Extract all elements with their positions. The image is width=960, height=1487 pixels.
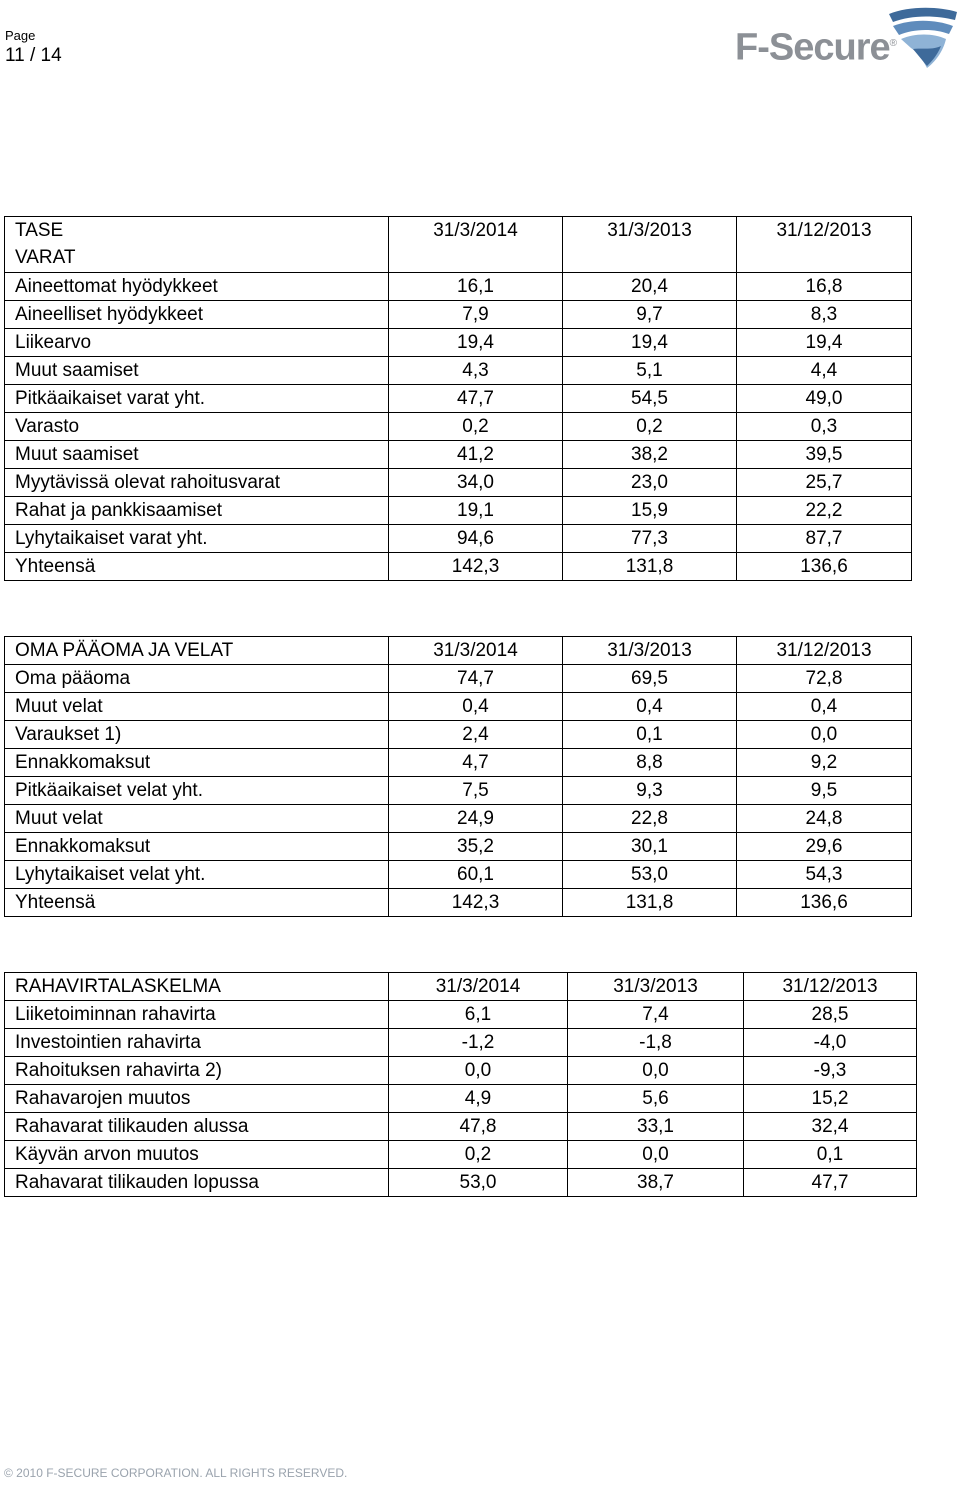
balance-sheet-assets-table: [4, 216, 912, 581]
row-label: Yhteensä: [5, 889, 389, 917]
row-label: Muut velat: [5, 693, 389, 721]
table-row: [5, 1169, 917, 1197]
table-row: [5, 1029, 917, 1057]
row-label: Muut velat: [5, 805, 389, 833]
value-cell: 22,8: [563, 805, 737, 833]
value-cell: 131,8: [563, 889, 737, 917]
table-row: [5, 1141, 917, 1169]
table-title-cell: RAHAVIRTALASKELMA: [5, 973, 389, 1001]
value-cell: 16,8: [737, 273, 912, 301]
value-cell: 19,4: [737, 329, 912, 357]
table-row: [5, 301, 912, 329]
table-row: [5, 385, 912, 413]
row-label: Rahavarat tilikauden lopussa: [5, 1169, 389, 1197]
table-row: [5, 721, 912, 749]
value-cell: 28,5: [744, 1001, 917, 1029]
table-row: [5, 777, 912, 805]
value-cell: 33,1: [568, 1113, 744, 1141]
column-header: 31/3/2014: [389, 217, 563, 273]
value-cell: 94,6: [389, 525, 563, 553]
table-row: [5, 833, 912, 861]
value-cell: 4,4: [737, 357, 912, 385]
row-label: Lyhytaikaiset varat yht.: [5, 525, 389, 553]
value-cell: 19,1: [389, 497, 563, 525]
value-cell: 34,0: [389, 469, 563, 497]
value-cell: 41,2: [389, 441, 563, 469]
value-cell: 8,8: [563, 749, 737, 777]
value-cell: 38,2: [563, 441, 737, 469]
value-cell: 136,6: [737, 889, 912, 917]
value-cell: 54,5: [563, 385, 737, 413]
value-cell: 23,0: [563, 469, 737, 497]
table-row: [5, 329, 912, 357]
column-header: 31/12/2013: [744, 973, 917, 1001]
row-label: Muut saamiset: [5, 441, 389, 469]
row-label: Rahavarojen muutos: [5, 1085, 389, 1113]
value-cell: 47,8: [389, 1113, 568, 1141]
row-label: Oma pääoma: [5, 665, 389, 693]
table-row: [5, 749, 912, 777]
column-header: 31/3/2014: [389, 973, 568, 1001]
value-cell: 49,0: [737, 385, 912, 413]
table-row: [5, 413, 912, 441]
value-cell: -1,8: [568, 1029, 744, 1057]
value-cell: 30,1: [563, 833, 737, 861]
value-cell: 35,2: [389, 833, 563, 861]
value-cell: 0,0: [389, 1057, 568, 1085]
value-cell: 136,6: [737, 553, 912, 581]
value-cell: 7,5: [389, 777, 563, 805]
value-cell: 4,9: [389, 1085, 568, 1113]
table-row: [5, 1113, 917, 1141]
row-label: Aineelliset hyödykkeet: [5, 301, 389, 329]
row-label: Ennakkomaksut: [5, 749, 389, 777]
value-cell: 131,8: [563, 553, 737, 581]
value-cell: 47,7: [744, 1169, 917, 1197]
value-cell: 0,0: [737, 721, 912, 749]
logo-wordmark: F-Secure®: [735, 26, 896, 69]
value-cell: 16,1: [389, 273, 563, 301]
value-cell: 0,1: [744, 1141, 917, 1169]
table-row: [5, 553, 912, 581]
value-cell: -9,3: [744, 1057, 917, 1085]
row-label: Pitkäaikaiset varat yht.: [5, 385, 389, 413]
row-label: Lyhytaikaiset velat yht.: [5, 861, 389, 889]
value-cell: 72,8: [737, 665, 912, 693]
value-cell: 53,0: [563, 861, 737, 889]
value-cell: 15,2: [744, 1085, 917, 1113]
value-cell: 32,4: [744, 1113, 917, 1141]
value-cell: 0,3: [737, 413, 912, 441]
value-cell: 0,1: [563, 721, 737, 749]
table-title-cell: OMA PÄÄOMA JA VELAT: [5, 637, 389, 665]
cash-flow-table: [4, 972, 917, 1197]
value-cell: 5,1: [563, 357, 737, 385]
value-cell: 4,3: [389, 357, 563, 385]
value-cell: 9,7: [563, 301, 737, 329]
value-cell: 8,3: [737, 301, 912, 329]
table-row: [5, 441, 912, 469]
column-header: 31/3/2013: [563, 217, 737, 273]
value-cell: 142,3: [389, 889, 563, 917]
table-row: [5, 693, 912, 721]
table-row: [5, 469, 912, 497]
value-cell: 69,5: [563, 665, 737, 693]
value-cell: 20,4: [563, 273, 737, 301]
equity-liabilities-table: [4, 636, 912, 917]
value-cell: 24,8: [737, 805, 912, 833]
value-cell: 60,1: [389, 861, 563, 889]
row-label: Myytävissä olevat rahoitusvarat: [5, 469, 389, 497]
row-label: Investointien rahavirta: [5, 1029, 389, 1057]
value-cell: 0,4: [389, 693, 563, 721]
row-label: Rahat ja pankkisaamiset: [5, 497, 389, 525]
row-label: Muut saamiset: [5, 357, 389, 385]
value-cell: -1,2: [389, 1029, 568, 1057]
table-row: [5, 525, 912, 553]
value-cell: 47,7: [389, 385, 563, 413]
table-row: [5, 1057, 917, 1085]
table-row: [5, 357, 912, 385]
value-cell: 7,9: [389, 301, 563, 329]
value-cell: 19,4: [389, 329, 563, 357]
table-header-row: [5, 217, 912, 273]
table-row: [5, 273, 912, 301]
value-cell: 142,3: [389, 553, 563, 581]
column-header: 31/3/2014: [389, 637, 563, 665]
table-row: [5, 861, 912, 889]
column-header: 31/3/2013: [563, 637, 737, 665]
value-cell: 9,5: [737, 777, 912, 805]
column-header: 31/3/2013: [568, 973, 744, 1001]
value-cell: 22,2: [737, 497, 912, 525]
value-cell: 0,4: [737, 693, 912, 721]
page-number: 11 / 14: [5, 45, 62, 66]
row-label: Käyvän arvon muutos: [5, 1141, 389, 1169]
table-header-row: [5, 973, 917, 1001]
value-cell: 0,2: [389, 413, 563, 441]
value-cell: 0,0: [568, 1141, 744, 1169]
table-row: [5, 665, 912, 693]
company-logo: [733, 4, 958, 70]
value-cell: 19,4: [563, 329, 737, 357]
table-row: [5, 1085, 917, 1113]
row-label: Varaukset 1): [5, 721, 389, 749]
value-cell: 4,7: [389, 749, 563, 777]
table-row: [5, 1001, 917, 1029]
copyright-footer: © 2010 F-SECURE CORPORATION. ALL RIGHTS RESERVED.: [4, 1466, 348, 1480]
value-cell: 15,9: [563, 497, 737, 525]
value-cell: 2,4: [389, 721, 563, 749]
value-cell: -4,0: [744, 1029, 917, 1057]
value-cell: 9,3: [563, 777, 737, 805]
value-cell: 54,3: [737, 861, 912, 889]
value-cell: 0,2: [563, 413, 737, 441]
value-cell: 25,7: [737, 469, 912, 497]
row-label: Rahavarat tilikauden alussa: [5, 1113, 389, 1141]
page-label: Page: [5, 28, 36, 43]
value-cell: 77,3: [563, 525, 737, 553]
value-cell: 0,4: [563, 693, 737, 721]
value-cell: 6,1: [389, 1001, 568, 1029]
table-header-row: [5, 637, 912, 665]
row-label: Liikearvo: [5, 329, 389, 357]
column-header: 31/12/2013: [737, 217, 912, 273]
table-row: [5, 889, 912, 917]
table-row: [5, 805, 912, 833]
value-cell: 38,7: [568, 1169, 744, 1197]
row-label: Aineettomat hyödykkeet: [5, 273, 389, 301]
table-row: [5, 497, 912, 525]
row-label: Rahoituksen rahavirta 2): [5, 1057, 389, 1085]
row-label: Liiketoiminnan rahavirta: [5, 1001, 389, 1029]
value-cell: 24,9: [389, 805, 563, 833]
value-cell: 29,6: [737, 833, 912, 861]
value-cell: 0,0: [568, 1057, 744, 1085]
value-cell: 74,7: [389, 665, 563, 693]
value-cell: 87,7: [737, 525, 912, 553]
row-label: Pitkäaikaiset velat yht.: [5, 777, 389, 805]
row-label: Ennakkomaksut: [5, 833, 389, 861]
value-cell: 7,4: [568, 1001, 744, 1029]
table-title-cell: TASE VARAT: [5, 217, 389, 273]
logo-swoosh-icon: [883, 4, 958, 70]
value-cell: 53,0: [389, 1169, 568, 1197]
row-label: Varasto: [5, 413, 389, 441]
column-header: 31/12/2013: [737, 637, 912, 665]
value-cell: 39,5: [737, 441, 912, 469]
row-label: Yhteensä: [5, 553, 389, 581]
value-cell: 5,6: [568, 1085, 744, 1113]
value-cell: 0,2: [389, 1141, 568, 1169]
value-cell: 9,2: [737, 749, 912, 777]
